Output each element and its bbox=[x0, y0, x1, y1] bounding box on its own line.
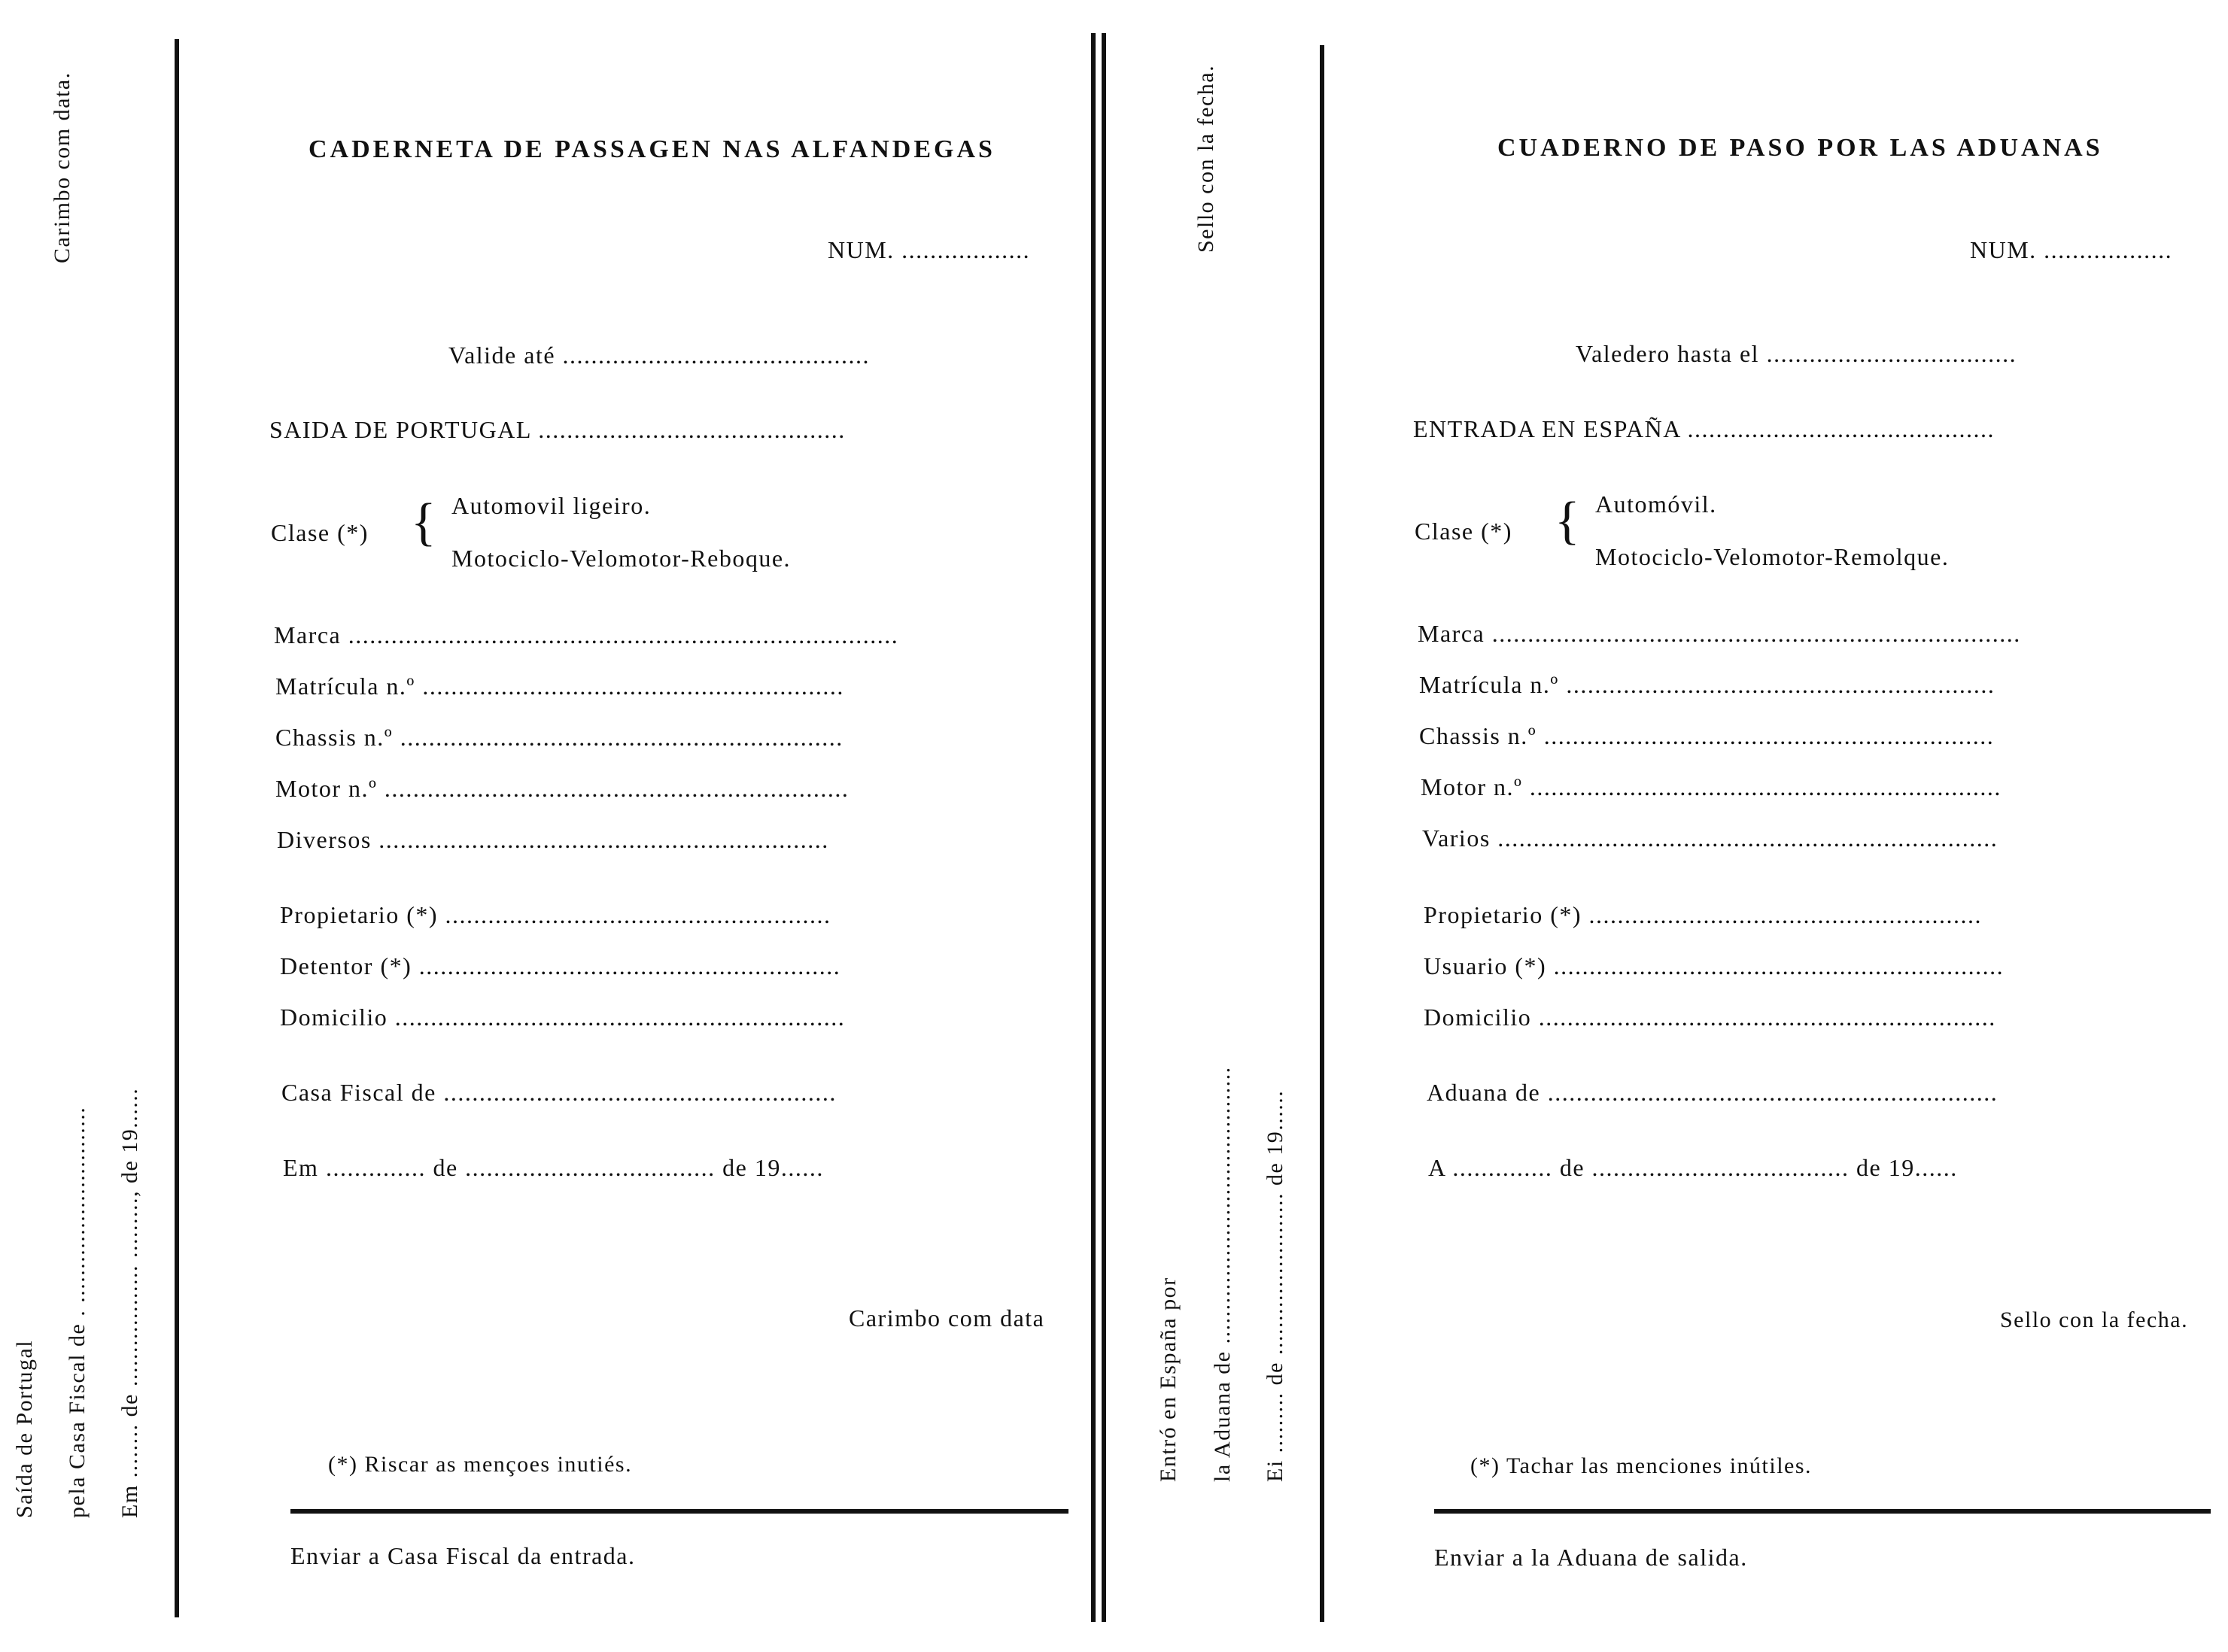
es-valid-until-field: Valedero hasta el ................................... bbox=[1576, 340, 2017, 367]
left-border-line bbox=[175, 39, 179, 1617]
pt-class-label: Clase (*) bbox=[271, 519, 369, 546]
pt-class-option-light-car: Automovil ligeiro. bbox=[451, 492, 652, 519]
es-user-field: Usuario (*) ............................................................... bbox=[1424, 952, 2005, 979]
right-border-line bbox=[1320, 45, 1324, 1622]
es-form-title: CUADERNO DE PASO POR LAS ADUANAS bbox=[1497, 134, 2103, 162]
pt-form-title: CADERNETA DE PASSAGEN NAS ALFANDEGAS bbox=[309, 135, 995, 163]
left-stub-office-line: pela Casa Fiscal de . ............................. bbox=[65, 1106, 90, 1518]
pt-send-instruction: Enviar a Casa Fiscal da entrada. bbox=[290, 1542, 636, 1569]
pt-class-brace: { bbox=[411, 493, 436, 551]
pt-footer-rule bbox=[290, 1509, 1068, 1514]
es-class-label: Clase (*) bbox=[1415, 518, 1512, 545]
pt-address-field: Domicilio ............................................................... bbox=[280, 1004, 846, 1031]
es-chassis-field: Chassis n.º ............................................................... bbox=[1419, 722, 1995, 749]
pt-owner-field: Propietario (*) ...................................................... bbox=[280, 901, 831, 928]
center-double-line-b bbox=[1102, 33, 1106, 1622]
pt-registration-field: Matrícula n.º ........................................................... bbox=[275, 673, 844, 700]
pt-holder-field: Detentor (*) ........................................................... bbox=[280, 952, 841, 979]
left-stub-date-line: Em ........ de .................. ........., de 19...... bbox=[117, 1087, 142, 1518]
es-date-field: A .............. de .................................... de 19...... bbox=[1428, 1154, 1958, 1181]
pt-class-option-motorcycle: Motociclo-Velomotor-Reboque. bbox=[451, 545, 792, 572]
es-stamp-label: Sello con la fecha. bbox=[2000, 1307, 2189, 1332]
es-class-option-motorcycle: Motociclo-Velomotor-Remolque. bbox=[1595, 543, 1950, 570]
es-entry-spain-field: ENTRADA EN ESPAÑA ........................................... bbox=[1413, 415, 1995, 442]
mid-stub-date-line: Ei ......... de ........................ de 19...... bbox=[1263, 1089, 1287, 1482]
es-address-field: Domicilio ................................................................ bbox=[1424, 1004, 1996, 1031]
pt-num-field: NUM. .................. bbox=[828, 236, 1031, 263]
es-num-field: NUM. .................. bbox=[1970, 236, 2173, 263]
es-class-brace: { bbox=[1555, 492, 1580, 550]
mid-stub-entry-line: Entró en España por bbox=[1156, 1277, 1181, 1482]
es-brand-field: Marca .......................................................................... bbox=[1418, 620, 2021, 647]
es-owner-field: Propietario (*) ....................................................... bbox=[1424, 901, 1982, 928]
left-stub-exit-line: Saída de Portugal bbox=[12, 1339, 37, 1518]
left-stub-stamp-label: Carimbo com data. bbox=[50, 71, 74, 263]
es-send-instruction: Enviar a la Aduana de salida. bbox=[1434, 1544, 1748, 1571]
es-registration-field: Matrícula n.º ............................................................ bbox=[1419, 671, 1995, 698]
pt-valid-until-field: Valide até ........................................... bbox=[448, 342, 871, 369]
pt-brand-field: Marca ............................................................................. bbox=[274, 621, 899, 648]
es-customs-office-field: Aduana de ............................................................... bbox=[1427, 1079, 1999, 1106]
es-class-option-car: Automóvil. bbox=[1595, 490, 1717, 518]
mid-stub-stamp-label: Sello con la fecha. bbox=[1193, 64, 1218, 253]
pt-exit-portugal-field: SAIDA DE PORTUGAL ........................................... bbox=[269, 416, 846, 443]
pt-chassis-field: Chassis n.º .............................................................. bbox=[275, 724, 843, 751]
pt-engine-field: Motor n.º ................................................................. bbox=[275, 775, 850, 802]
es-engine-field: Motor n.º .................................................................. bbox=[1421, 773, 2002, 800]
pt-footnote: (*) Riscar as mençoes inutiés. bbox=[328, 1452, 633, 1477]
es-footnote: (*) Tachar las menciones inútiles. bbox=[1470, 1453, 1813, 1478]
pt-date-field: Em .............. de ................................... de 19...... bbox=[283, 1154, 824, 1181]
mid-stub-customs-line: la Aduana de ......................................... bbox=[1210, 1066, 1235, 1482]
center-double-line-a bbox=[1091, 33, 1096, 1622]
es-miscellaneous-field: Varios ...................................................................... bbox=[1422, 824, 1999, 852]
pt-tax-office-field: Casa Fiscal de ....................................................... bbox=[281, 1079, 837, 1106]
pt-stamp-label: Carimbo com data bbox=[849, 1304, 1045, 1332]
pt-miscellaneous-field: Diversos ............................................................... bbox=[277, 826, 829, 853]
es-footer-rule bbox=[1434, 1509, 2211, 1514]
